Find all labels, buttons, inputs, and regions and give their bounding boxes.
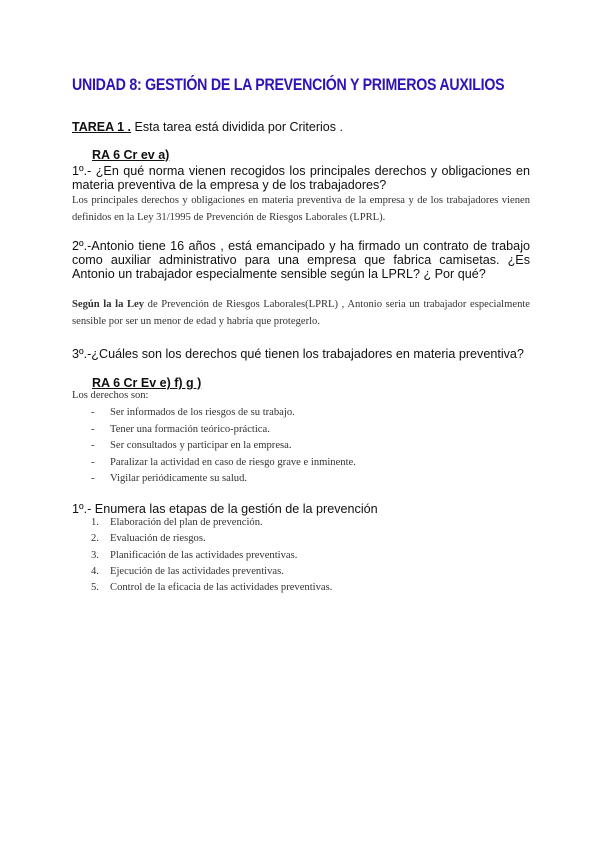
list-dash: -	[91, 456, 95, 468]
list-item: - Ser consultados y participar en la empresa.	[91, 438, 356, 455]
list-item: - Ser informados de los riesgos de su trabajo.	[91, 405, 356, 422]
criteria-label-1: RA 6 Cr ev a)	[92, 148, 170, 162]
rights-list	[91, 405, 356, 488]
list-item: - Tener una formación teórico-práctica.	[91, 422, 356, 439]
criteria-label-2: RA 6 Cr Ev e) f) g )	[92, 376, 202, 390]
question-1: 1º.- ¿En qué norma vienen recogidos los principales derechos y obligaciones en materia preventiva de la empresa y de los trabajadores?	[72, 164, 530, 193]
list-item: 1. Elaboración del plan de prevención.	[91, 517, 263, 528]
list-item: 4. Ejecución de las actividades preventivas.	[91, 565, 284, 577]
question-4: 1º.- Enumera las etapas de la gestión de la prevención	[72, 502, 378, 516]
rights-intro: Los derechos son:	[72, 390, 149, 401]
list-dash: -	[91, 473, 95, 485]
list-item: 5. Control de la eficacia de las actividades preventivas.	[91, 582, 333, 594]
list-dash: -	[91, 423, 95, 435]
list-item: - Paralizar la actividad en caso de riesgo grave e inminente.	[91, 455, 356, 472]
list-item: - Vigilar periódicamente su salud.	[91, 471, 356, 488]
answer-2-text: de Prevención de Riesgos Laborales(LPRL) , Antonio seria un trabajador especialmente sensible por ser un menor de edad y habría que protegerlo.	[72, 299, 531, 327]
task-label: TAREA 1 .	[72, 120, 132, 134]
question-3: 3º.-¿Cuáles son los derechos qué tienen los trabajadores en materia preventiva?	[72, 347, 524, 361]
answer-1: Los principales derechos y obligaciones en materia preventiva de la empresa y de los trabajadores vienen definidos en la Ley 31/1995 de Prevención de Riesgos Laborales (LPRL).	[72, 195, 530, 223]
task-description: Esta tarea está dividida por Criterios .	[131, 120, 343, 134]
page-title: UNIDAD 8: GESTIÓN DE LA PREVENCIÓN Y PRIMEROS AUXILIOS	[72, 76, 505, 94]
list-dash: -	[91, 440, 95, 452]
stages-list	[91, 515, 332, 596]
task-header	[72, 120, 343, 134]
answer-2	[72, 297, 530, 330]
list-dash: -	[91, 407, 95, 418]
list-item: 2. Evaluación de riesgos.	[91, 533, 206, 545]
question-2: 2º.-Antonio tiene 16 años , está emancipado y ha firmado un contrato de trabajo como auxiliar administrativo para una empresa que fabrica camisetas. ¿Es Antonio un trabajador especialmente sensible según la LPRL? ¿ Por qué?	[72, 239, 530, 282]
list-item: 3. Planificación de las actividades preventivas.	[91, 549, 298, 561]
answer-2-bold: Según la la Ley	[72, 299, 145, 310]
